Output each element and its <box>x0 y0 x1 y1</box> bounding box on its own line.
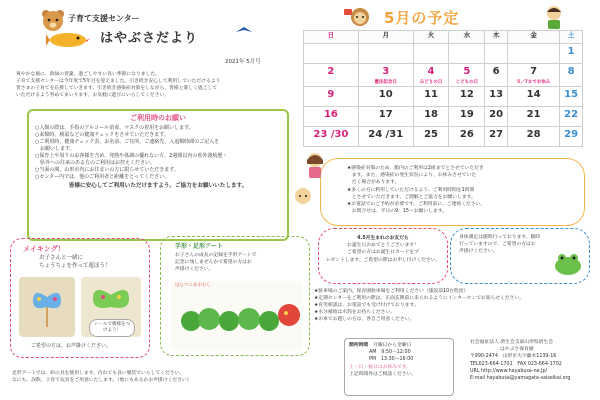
calendar-week <box>304 126 583 146</box>
boy-icon <box>540 4 568 30</box>
making-section <box>10 238 150 358</box>
calendar-week <box>304 64 583 87</box>
frog-icon <box>552 250 584 276</box>
day-number: 25 <box>424 128 438 140</box>
may-calendar <box>303 30 583 147</box>
calendar-day <box>358 64 413 87</box>
calendar-day <box>507 86 559 106</box>
day-number: 19 <box>459 108 474 120</box>
day-number: 11 <box>424 88 438 100</box>
day-label: 憲法記念日 <box>374 79 397 85</box>
day-number: 26 <box>459 128 474 140</box>
handprint-section <box>160 236 310 356</box>
day-number: 16 <box>323 108 338 120</box>
weekday-header: 火 <box>413 31 449 44</box>
calendar-day <box>507 106 559 126</box>
calendar-day <box>560 64 583 87</box>
day-number: 5 <box>463 66 471 77</box>
making-footer: ご希望の方は、お声掛けください。 <box>31 343 112 349</box>
calendar-day <box>560 44 583 64</box>
girl-icon <box>302 150 328 180</box>
day-number: 9 <box>327 88 335 100</box>
notice-item: お願いします。 <box>35 146 75 153</box>
notice-item: 県外への往来のある方のご利用はお控えください。 <box>35 160 156 167</box>
making-text: お子さんと一緒に ちょうちょを作って遊ぼう！ <box>39 255 111 270</box>
calendar-title: 5月の予定 <box>384 9 460 27</box>
monkey-icon <box>344 5 376 27</box>
sticker-bubble: シールで模様をつけよう！ <box>89 319 135 337</box>
day-number: 10 <box>378 88 393 100</box>
calendar-day <box>358 86 413 106</box>
day-number: 14 <box>526 88 541 100</box>
calendar-day <box>358 106 413 126</box>
calendar-day <box>304 44 359 64</box>
calendar-day <box>304 86 359 106</box>
baby-icon <box>292 186 314 206</box>
day-number: 28 <box>526 128 541 140</box>
day-number: 21 <box>526 108 541 120</box>
calendar-day <box>507 44 559 64</box>
organization-info: 社会福祉法人 済生会支部山形県済生会 はやぶさ保育園 〒990-2474 山形市大字藤木1139-16 TEL023-664-1701 FAX 023-664-1702 URL http://www.hayabusa-ne.jp/ E-mail hayabusa@yamagata-saiseikai.org <box>470 339 598 382</box>
day-number: 22 <box>564 108 579 120</box>
calendar-day <box>413 64 449 87</box>
calendar-day <box>358 44 413 64</box>
day-number: 12 <box>459 88 474 100</box>
opening-hours: 開所時間 月曜日から金曜日 AM 9:50～12:00 PM 13:30～16:00 土・日・祝日はお休みです。 上記時間外はご相談ください。 <box>344 338 454 396</box>
calendar-week <box>304 106 583 126</box>
day-number: 6 <box>492 66 500 77</box>
usage-notice <box>27 109 289 241</box>
weekday-header: 金 <box>507 31 559 44</box>
calendar-week <box>304 86 583 106</box>
making-title: メイキング！ <box>23 245 65 253</box>
notice-title: ご利用時のお願い <box>130 114 186 122</box>
caterpillar-artwork <box>171 281 303 351</box>
calendar-day <box>413 44 449 64</box>
calendar-day <box>485 64 508 87</box>
info-list: ★駐車場のご案内。保育園駐車場をご利用ください（施設前10台程度） ★定期センターをご利用の際は、正面玄関前に来られるようにインターホンでお知らせください。 ★育児相談は、お電話でも受け付けております。 ★水分補給は水筒をお持ちください。 ★お車でお越しの方は、各自ご用意ください。 <box>314 289 525 322</box>
body-measurement-section: 身体測定は随時行っております。随時 行っていますので、ご希望の方はお 声掛けください。 <box>450 228 590 284</box>
day-number: 2 <box>327 66 335 77</box>
handprint-footer-note: 足形アートでは、絵の具を使用します。汚れても良い服装でいらしてください。 なにも、誤飲、子育て玩具をご用意いたします。（他にもあるかお声掛けください） <box>12 371 192 384</box>
reservation-notice: ★感染症対策のため、館内のご利用は2組までとさせていただき ます。また、感染症の発生状況により、お休みさせていた だく場合があります。 ★多くの方に利用していただけるよう、ご利用時間を1時間 とさせていただきます。ご理解とご協力をお願いします。 ★お電話でのご予約が必要です。ご利用前に、ご連絡ください。 お問合せは、平日の9：15～お願いします。 <box>320 158 585 226</box>
notice-item: ○当面の間、山形市内にお住まいの方に限らせていただきます。 <box>35 167 179 174</box>
intro-text: 爽やかな風に、新緑の青葉、過ごしやすい良い季節になりました。 子育て支援センターは今年度で5年目を迎えました。引き続き安心して利用していただけるよう 皆さまの子育てを応援していきます。引き続き感染症対策をしながら、皆様と楽しく過ごして いただけるよう努めてまいります。お気軽に遊びにいらしてください。 <box>16 72 221 98</box>
day-number: 3 <box>382 66 390 77</box>
calendar-day <box>449 64 485 87</box>
day-number: 24 /31 <box>368 128 404 140</box>
calendar-day <box>358 126 413 146</box>
weekday-header: 土 <box>560 31 583 44</box>
newsletter-title: はやぶさだより <box>100 31 199 46</box>
calendar-day <box>560 126 583 146</box>
birthday-section: 4.5月生まれのお友だち お誕生日おめでとうございます！ ご希望の方はお誕生日カードをプ レゼントします。ご希望の際はお申し付けください。 <box>318 228 448 284</box>
artwork-caption: はらぺこあおむし <box>175 283 211 288</box>
calendar-day <box>304 126 359 146</box>
bear-logo <box>40 8 66 32</box>
swallow-icon <box>236 27 252 37</box>
calendar-day <box>449 106 485 126</box>
day-number: 15 <box>564 88 579 100</box>
calendar-day <box>449 126 485 146</box>
weekday-header: 木 <box>485 31 508 44</box>
calendar-day <box>413 126 449 146</box>
notice-item: ○センター内では、他のご利用者と距離をとってください。 <box>35 174 170 181</box>
day-number: 20 <box>489 108 504 120</box>
day-number: 27 <box>489 128 504 140</box>
calendar-week <box>304 44 583 64</box>
notice-item: ○ご利用時、健康チェック表、お名前、ご住所、ご連絡先、入退館時間のご記入を <box>35 139 220 146</box>
calendar-day <box>507 126 559 146</box>
day-number: 13 <box>489 88 504 100</box>
notice-footer: 皆様に安心してご利用いただけますよう、ご協力をお願いいたします。 <box>68 183 248 190</box>
calendar-day <box>413 106 449 126</box>
notice-item: ○来館時、検温などの健康チェックをさせていただきます。 <box>35 132 169 139</box>
weekday-header: 日 <box>304 31 359 44</box>
notice-item: ○保育士や周りのお客様を含め、発熱や体調の優れない方、2週間以内の県外渡航歴・ <box>35 153 228 160</box>
butterfly-photo-1 <box>19 277 75 337</box>
day-number: 1 <box>567 46 575 57</box>
calendar-day <box>485 86 508 106</box>
day-number: 18 <box>424 108 438 120</box>
calendar-day <box>413 86 449 106</box>
calendar-day <box>485 44 508 64</box>
day-label: こどもの日 <box>455 79 479 85</box>
bird-logo <box>46 30 90 50</box>
weekday-header: 月 <box>358 31 413 44</box>
day-number: 4 <box>427 66 435 77</box>
day-number: 17 <box>378 108 393 120</box>
handprint-text: お子さんの成長の記録を手形アートで 記念に残しませんかで希望の方はお 声掛けください。 <box>175 253 257 273</box>
center-name: 子育て支援センター <box>68 14 140 23</box>
calendar-day <box>560 106 583 126</box>
email-link[interactable]: E-mail hayabusa@yamagata-saiseikai.org <box>470 375 571 381</box>
day-label: 5／7までお休み <box>516 79 551 85</box>
day-number: 7 <box>530 66 538 77</box>
calendar-day <box>304 106 359 126</box>
day-number: 8 <box>567 66 575 77</box>
day-label: みどりの日 <box>419 79 443 85</box>
calendar-day <box>449 44 485 64</box>
issue-date: 2021年 5月号 <box>225 59 261 65</box>
calendar-day <box>304 64 359 87</box>
calendar-day <box>485 126 508 146</box>
notice-item: ○入館の際は、手指のアルコール消毒、マスクの着用をお願いします。 <box>35 125 194 132</box>
website-link[interactable]: URL http://www.hayabusa-ne.jp/ <box>470 368 548 374</box>
calendar-day <box>507 64 559 87</box>
calendar-day <box>560 86 583 106</box>
weekday-header: 水 <box>449 31 485 44</box>
day-number: 23 /30 <box>313 128 349 140</box>
calendar-day <box>485 106 508 126</box>
handprint-title: 手形・足形アート <box>175 243 223 250</box>
birthday-title: 4.5月生まれのお友だち <box>357 236 409 241</box>
calendar-day <box>449 86 485 106</box>
day-number: 29 <box>564 128 579 140</box>
